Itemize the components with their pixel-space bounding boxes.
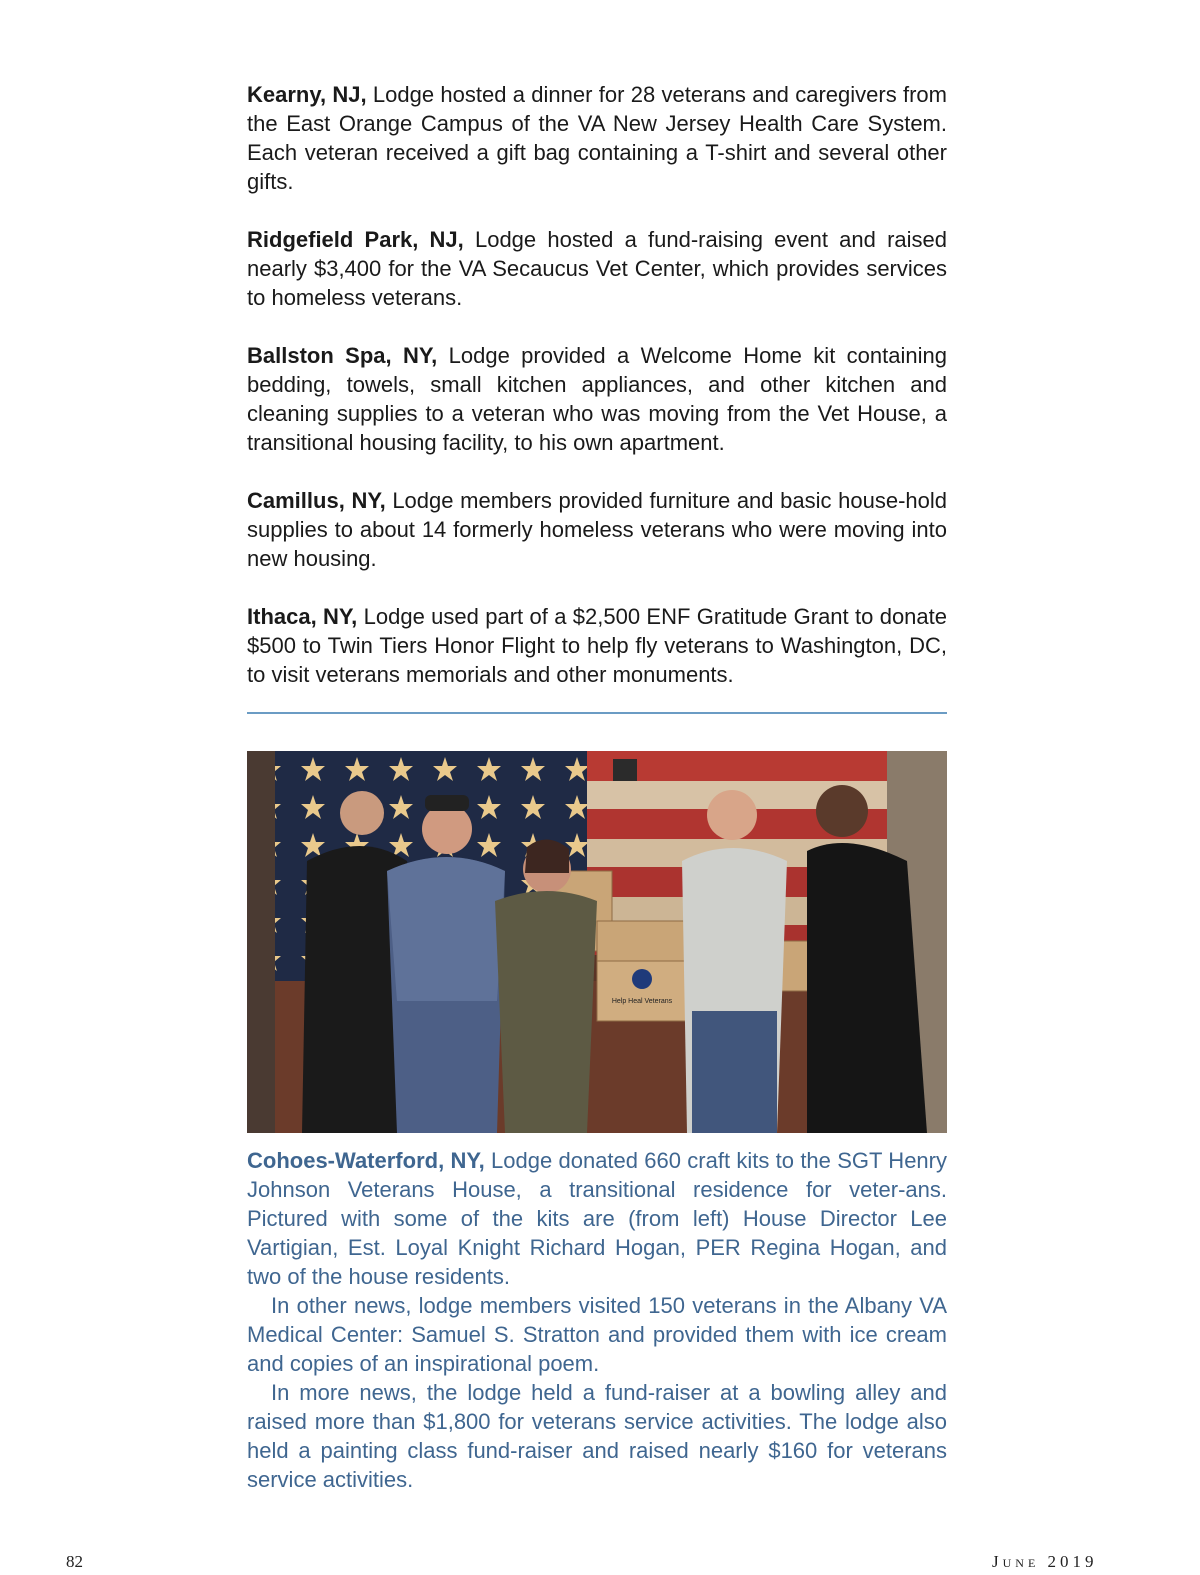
caption-place: Cohoes-Waterford, NY, (247, 1148, 485, 1173)
entry-text: Lodge hosted a fund-raising event and raised nearly $3,400 for the VA Secaucus Vet Center, which provides services to homeless veterans. (247, 227, 947, 310)
lodge-entry-kearny (247, 80, 947, 196)
page-number: 82 (66, 1552, 83, 1571)
lodge-entry-ballston-spa (247, 341, 947, 457)
box-label: Help Heal Veterans (611, 998, 673, 1005)
entry-text: Lodge members provided furniture and basic house-hold supplies to about 14 formerly homeless veterans who were moving into new housing. (247, 488, 948, 571)
lodge-entry-camillus (247, 486, 947, 573)
section-divider (247, 712, 947, 714)
entry-place: Kearny, NJ, (247, 82, 367, 107)
caption-paragraph-2: In other news, lodge members visited 150 veterans in the Albany VA Medical Center: Samuel S. Stratton and provided them with ice cream and copies of an inspirational poem. (247, 1293, 947, 1376)
entry-text: Lodge hosted a dinner for 28 veterans and caregivers from the East Orange Campus of the VA New Jersey Health Care System. Each veteran received a gift bag containing a T-shirt and several other gifts. (247, 82, 947, 194)
group-photo-illustration (247, 751, 947, 1133)
issue-date: June 2019 (992, 1552, 1098, 1571)
article-column (247, 80, 947, 718)
caption-paragraph-1 (247, 1146, 947, 1291)
lodge-entry-ithaca (247, 602, 947, 689)
entry-place: Ballston Spa, NY, (247, 343, 438, 368)
entry-place: Ithaca, NY, (247, 604, 358, 629)
caption-paragraph-3: In more news, the lodge held a fund-raiser at a bowling alley and raised more than $1,800 for veterans service activities. The lodge also held a painting class fund-raiser and raised nearly $160 for veterans service activities. (247, 1380, 947, 1492)
caption-text: Lodge donated 660 craft kits to the SGT Henry Johnson Veterans House, a transitional residence for veter-ans. Pictured with some of the kits are (from left) House Director Lee Vartigian, Est. Loyal Knight Richard Hogan, PER Regina Hogan, and two of the house residents. (247, 1148, 947, 1289)
entry-place: Camillus, NY, (247, 488, 386, 513)
entry-place: Ridgefield Park, NJ, (247, 227, 464, 252)
entry-text: Lodge provided a Welcome Home kit containing bedding, towels, small kitchen appliances, and other kitchen and cleaning supplies to a veteran who was moving from the Vet House, a transitional housing facility, to his own apartment. (247, 343, 947, 455)
entry-text: Lodge used part of a $2,500 ENF Gratitude Grant to donate $500 to Twin Tiers Honor Flight to help fly veterans to Washington, DC, to visit veterans memorials and other monuments. (247, 604, 947, 687)
photo-caption (247, 1146, 947, 1494)
group-photo (247, 751, 947, 1133)
lodge-entry-ridgefield-park (247, 225, 947, 312)
